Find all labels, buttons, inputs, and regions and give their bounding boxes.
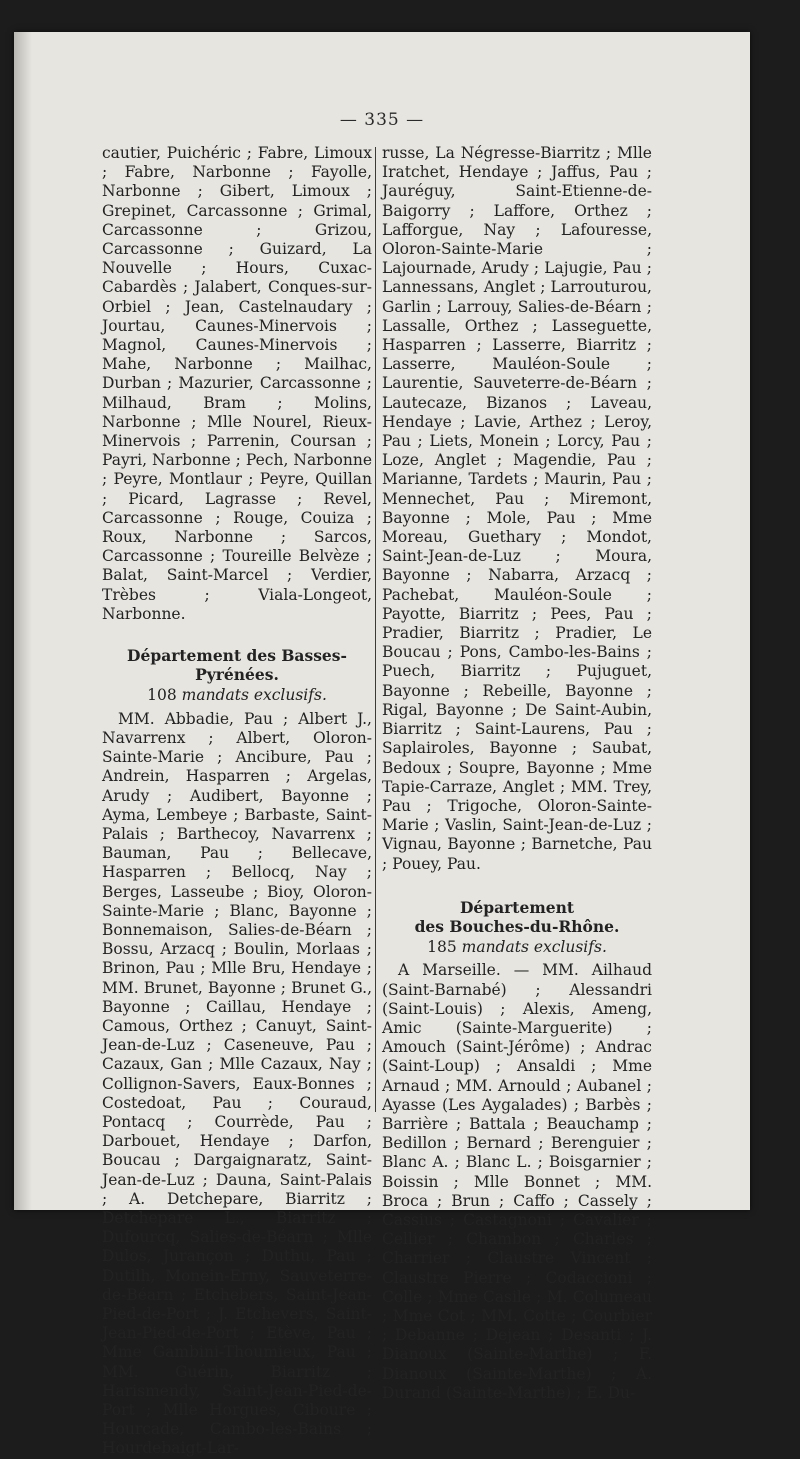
heading-line-1: Département [459,897,575,917]
document-page [14,32,750,1458]
mandates-count: 108 [147,686,177,705]
left-column [102,144,372,1459]
section-heading-bouches-du-rhone [382,898,652,936]
mandates-label: mandats exclusifs. [181,686,327,705]
mandates-count: 185 [427,938,457,957]
mandates-line-bouches-du-rhone [382,938,652,957]
paragraph-aude-list: cautier, Puichéric ; Fabre, Limoux ; Fabre, Narbonne ; Fayolle, Narbonne ; Gibert, Limoux ; Grepinet, Carcassonne ; Grimal, Carcassonne ; Grizou, Carcassonne ; Guizard, La Nouvelle ; Hours, Cuxac-Cabardès ; Jalabert, Conques-sur-Orbiel ; Jean, Castelnaudary ; Jourtau, Caunes-Minervois ; Magnol, Caunes-Minervois ; Mahe, Narbonne ; Mailhac, Durban ; Mazurier, Carcassonne ; Milhaud, Bram ; Molins, Narbonne ; Mlle Nourel, Rieux-Minervois ; Parrenin, Coursan ; Payri, Narbonne ; Pech, Narbonne ; Peyre, Montlaur ; Peyre, Quillan ; Picard, Lagrasse ; Revel, Carcassonne ; Rouge, Couiza ; Roux, Narbonne ; Sarcos, Carcassonne ; Toureille Belvèze ; Balat, Saint-Marcel ; Verdier, Trèbes ; Viala-Longeot, Narbonne. [102,144,372,623]
mandates-line-basses-pyrenees [102,686,372,705]
section-heading-basses-pyrenees: Département des Basses-Pyrénées. [127,646,347,685]
mandates-label: mandats exclusifs. [461,938,607,957]
page-number: — 335 — [339,110,425,130]
page-gutter-shadow [14,32,32,1210]
paragraph-marseille-list: A Marseille. — MM. Ailhaud (Saint-Barnabé) ; Alessandri (Saint-Louis) ; Alexis, Ameng, Amic (Sainte-Marguerite) ; Amouch (Saint-Jérôme) ; Andrac (Saint-Loup) ; Ansaldi ; Mme Arnaud ; MM. Arnould ; Aubanel ; Ayasse (Les Aygalades) ; Barbès ; Barrière ; Battala ; Beauchamp ; Bedillon ; Bernard ; Berenguier ; Blanc A. ; Blanc L. ; Boisgarnier ; Boissin ; Mlle Bonnet ; MM. Broca ; Brun ; Caffo ; Cassely ; Cassius ; Castagnoni ; Cavalier ; Cellier ; Chambon ; Charles ; Charrier ; Claustre Vincent ; Claustre Pierre ; Codaccioni ; Colle ; Mme Casile ; M. Columeau ; Mme Cot ; MM. Cotte ; Courbier ; Debanne ; Dejean ; Desanti ; J. Dianoux (Sainte-Marthe) ; F. Dianoux (Sainte-Marthe) ; A. Durand (Sainte-Marthe) ; E. Du- [382,961,652,1402]
paragraph-basses-pyrenees-continued: russe, La Négresse-Biarritz ; Mlle Iratchet, Hendaye ; Jaffus, Pau ; Jauréguy, Saint-Etienne-de-Baigorry ; Laffore, Orthez ; Lafforgue, Nay ; Lafouresse, Oloron-Sainte-Marie ; Lajournade, Arudy ; Lajugie, Pau ; Lannessans, Anglet ; Larrouturou, Garlin ; Larrouy, Salies-de-Béarn ; Lassalle, Orthez ; Lasseguette, Hasparren ; Lasserre, Biarritz ; Lasserre, Mauléon-Soule ; Laurentie, Sauveterre-de-Béarn ; Lautecaze, Bizanos ; Laveau, Hendaye ; Lavie, Arthez ; Leroy, Pau ; Liets, Monein ; Lorcy, Pau ; Loze, Anglet ; Magendie, Pau ; Marianne, Tardets ; Maurin, Pau ; Mennechet, Pau ; Miremont, Bayonne ; Mole, Pau ; Mme Moreau, Guethary ; Mondot, Saint-Jean-de-Luz ; Moura, Bayonne ; Nabarra, Arzacq ; Pachebat, Mauléon-Soule ; Payotte, Biarritz ; Pees, Pau ; Pradier, Biarritz ; Pradier, Le Boucau ; Pons, Cambo-les-Bains ; Puech, Biarritz ; Pujuguet, Bayonne ; Rebeille, Bayonne ; Rigal, Bayonne ; De Saint-Aubin, Biarritz ; Saint-Laurens, Pau ; Saplairoles, Bayonne ; Saubat, Bedoux ; Soupre, Bayonne ; Mme Tapie-Carraze, Anglet ; MM. Trey, Pau ; Trigoche, Oloron-Sainte-Marie ; Vaslin, Saint-Jean-de-Luz ; Vignau, Bayonne ; Barnetche, Pau ; Pouey, Pau. [382,144,652,873]
column-divider [375,147,376,1112]
heading-line-2: des Bouches-du-Rhône. [414,916,620,936]
paragraph-basses-pyrenees-list: MM. Abbadie, Pau ; Albert J., Navarrenx ; Albert, Oloron-Sainte-Marie ; Ancibure, Pau ; Andrein, Hasparren ; Argelas, Arudy ; Audibert, Bayonne ; Ayma, Lembeye ; Barbaste, Saint-Palais ; Barthecoy, Navarrenx ; Bauman, Pau ; Bellecave, Hasparren ; Bellocq, Nay ; Berges, Lasseube ; Bioy, Oloron-Sainte-Marie ; Blanc, Bayonne ; Bonnemaison, Salies-de-Béarn ; Bossu, Arzacq ; Boulin, Morlaas ; Brinon, Pau ; Mlle Bru, Hendaye ; MM. Brunet, Bayonne ; Brunet G., Bayonne ; Caillau, Hendaye ; Camous, Orthez ; Canuyt, Saint-Jean-de-Luz ; Caseneuve, Pau ; Cazaux, Gan ; Mlle Cazaux, Nay ; Collignon-Savers, Eaux-Bonnes ; Costedoat, Pau ; Couraud, Pontacq ; Courrède, Pau ; Darbouet, Hendaye ; Darfon, Boucau ; Dargaignaratz, Saint-Jean-de-Luz ; Dauna, Saint-Palais ; A. Detchepare, Biarritz ; Detchepare L., Biarritz ; Dufourcq, Salies-de-Béarn ; Mlle Dulos, Jurançon ; Duthu, Pau ; Dutilh, Monein-Erny, Sauveterre-de-Béarn ; Etchebers, Saint-Jean-Pied-de-Port ; J. Etchevers, Saint-Jean-Pied-de-Port ; Etève, Pau ; Mme Gambini-Thoumieux, Pau ; MM. Guérin, Biarritz ; Harismendy, Saint-Jean-Pied-de-Port ; Mlle Horgues, Ciboure ; Hourcade, Cambo-les-Bains ; Hourdebaigt-Lar- [102,709,372,1458]
right-column [382,144,652,1403]
